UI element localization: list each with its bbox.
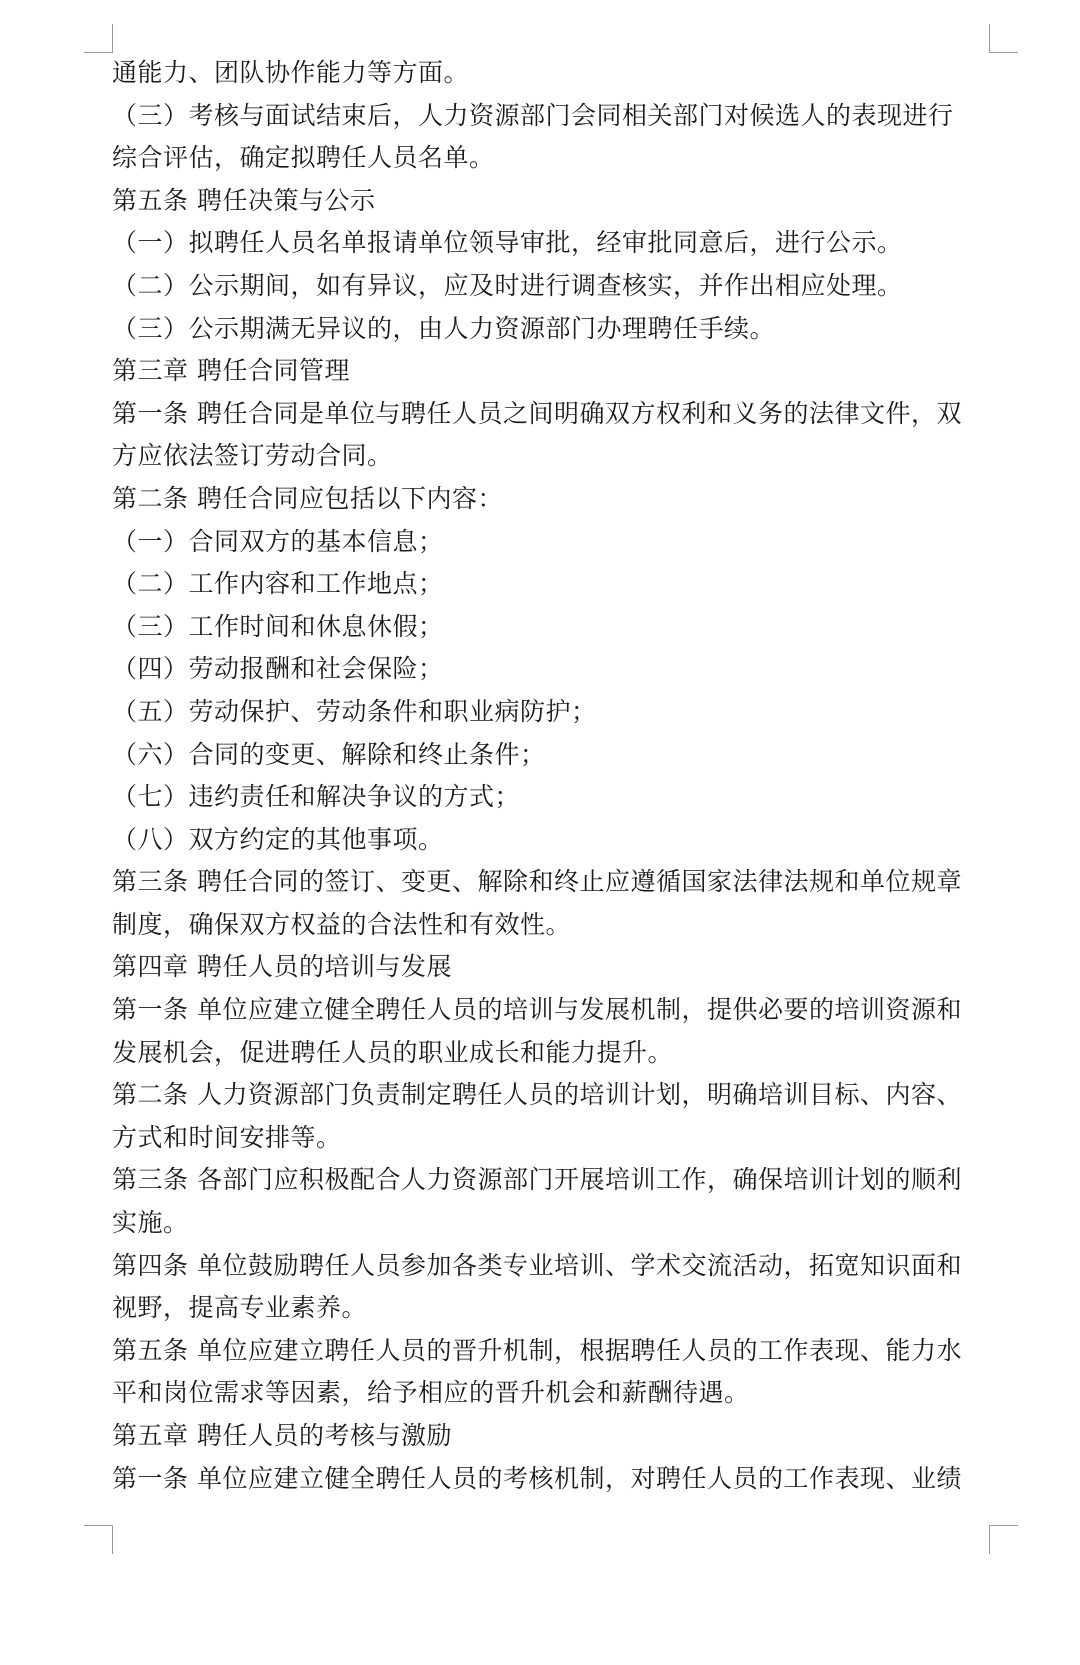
text-line: 第一条 聘任合同是单位与聘任人员之间明确双方权利和义务的法律文件，双 (112, 398, 962, 428)
text-line: 第二条 聘任合同应包括以下内容： (112, 483, 503, 513)
text-line: 平和岗位需求等因素，给予相应的晋升机会和薪酬待遇。 (112, 1378, 750, 1408)
chapter-heading: 第五章 聘任人员的考核与激励 (112, 1421, 452, 1450)
margin-corner-top-left (84, 24, 113, 53)
text-line: 第三条 各部门应积极配合人力资源部门开展培训工作，确保培训计划的顺利 (112, 1165, 962, 1195)
text-line: 综合评估，确定拟聘任人员名单。 (112, 143, 495, 173)
document-body (112, 52, 992, 1500)
text-line: 实施。 (112, 1208, 189, 1238)
text-line: 第四条 单位鼓励聘任人员参加各类专业培训、学术交流活动，拓宽知识面和 (112, 1250, 962, 1280)
list-item: （三）工作时间和休息休假； (112, 611, 444, 641)
text-line: 发展机会，促进聘任人员的职业成长和能力提升。 (112, 1037, 674, 1067)
text-line: 第一条 单位应建立健全聘任人员的考核机制，对聘任人员的工作表现、业绩 (112, 1463, 962, 1493)
margin-corner-bottom-right (989, 1525, 1018, 1554)
text-line: （一）拟聘任人员名单报请单位领导审批，经审批同意后，进行公示。 (112, 228, 903, 258)
list-item: （五）劳动保护、劳动条件和职业病防护； (112, 696, 597, 726)
text-line: 方应依法签订劳动合同。 (112, 441, 393, 471)
text-line: （三）考核与面试结束后，人力资源部门会同相关部门对候选人的表现进行 (112, 100, 954, 130)
list-item: （四）劳动报酬和社会保险； (112, 654, 444, 684)
text-line: 视野，提高专业素养。 (112, 1293, 368, 1323)
list-item: （七）违约责任和解决争议的方式； (112, 782, 521, 812)
article-heading: 第五条 聘任决策与公示 (112, 185, 376, 215)
text-line: （二）公示期间，如有异议，应及时进行调查核实，并作出相应处理。 (112, 270, 903, 300)
text-line: 制度，确保双方权益的合法性和有效性。 (112, 909, 572, 939)
margin-corner-top-right (989, 24, 1018, 53)
list-item: （二）工作内容和工作地点； (112, 569, 444, 599)
text-line: 第三条 聘任合同的签订、变更、解除和终止应遵循国家法律法规和单位规章 (112, 867, 962, 897)
list-item: （八）双方约定的其他事项。 (112, 824, 444, 854)
text-line: 方式和时间安排等。 (112, 1122, 342, 1152)
chapter-heading: 第四章 聘任人员的培训与发展 (112, 952, 452, 982)
text-line: 通能力、团队协作能力等方面。 (112, 58, 470, 87)
list-item: （一）合同双方的基本信息； (112, 526, 444, 556)
chapter-heading: 第三章 聘任合同管理 (112, 356, 350, 386)
text-line: （三）公示期满无异议的，由人力资源部门办理聘任手续。 (112, 313, 776, 343)
text-line: 第二条 人力资源部门负责制定聘任人员的培训计划，明确培训目标、内容、 (112, 1080, 962, 1110)
text-line: 第五条 单位应建立聘任人员的晋升机制，根据聘任人员的工作表现、能力水 (112, 1335, 962, 1365)
margin-corner-bottom-left (84, 1525, 113, 1554)
list-item: （六）合同的变更、解除和终止条件； (112, 739, 546, 769)
text-line: 第一条 单位应建立健全聘任人员的培训与发展机制，提供必要的培训资源和 (112, 995, 962, 1025)
